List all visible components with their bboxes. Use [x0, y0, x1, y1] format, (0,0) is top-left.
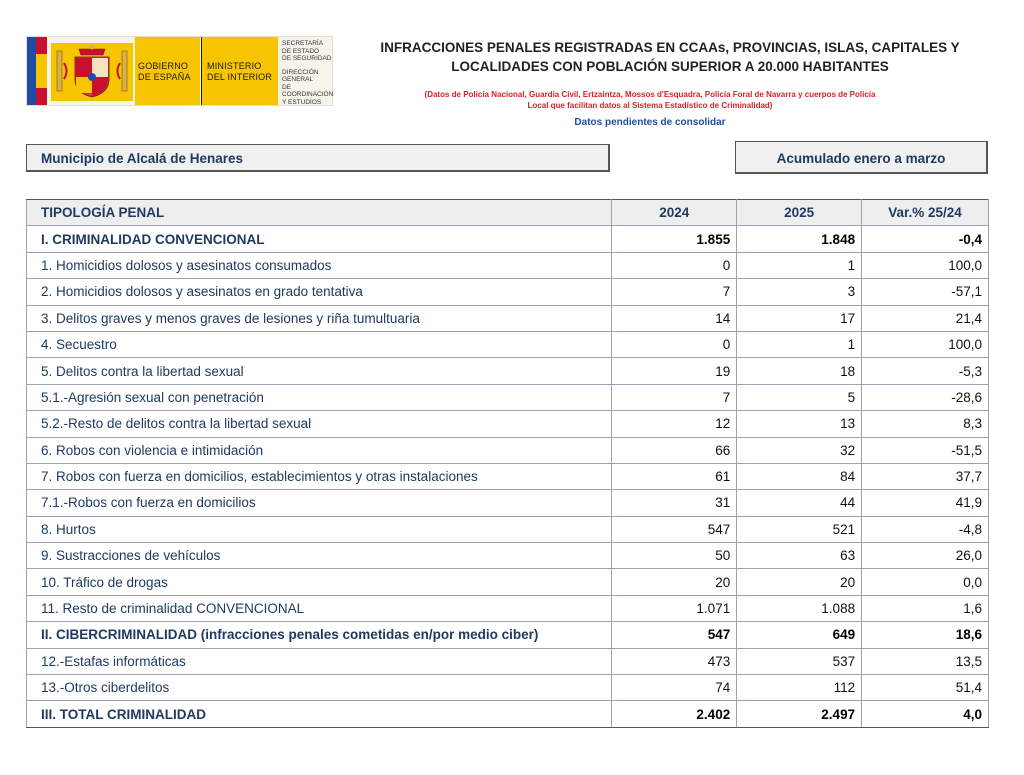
variation-value: 18,6 — [862, 622, 989, 648]
table-row — [27, 358, 989, 384]
value-2024: 1.855 — [612, 226, 737, 252]
table-body — [27, 226, 989, 727]
municipality-label: Municipio de Alcalá de Henares — [26, 144, 610, 172]
table-row — [27, 516, 989, 542]
row-label: 5.1.-Agresión sexual con penetración — [27, 384, 612, 410]
sources-line-2: Local que facilitan datos al Sistema Estadístico de Criminalidad) — [527, 101, 773, 110]
value-2025: 2.497 — [737, 701, 862, 727]
value-2025: 63 — [737, 543, 862, 569]
row-label: 2. Homicidios dolosos y asesinatos en grado tentativa — [27, 279, 612, 305]
value-2025: 32 — [737, 437, 862, 463]
value-2024: 20 — [612, 569, 737, 595]
variation-value: -5,3 — [862, 358, 989, 384]
variation-value: 100,0 — [862, 331, 989, 357]
table-row — [27, 411, 989, 437]
table-row — [27, 384, 989, 410]
secretaria-label: SECRETARÍA DE ESTADO DE SEGURIDAD DIRECCIÓN GENERAL DE COORDINACIÓN Y ESTUDIOS — [278, 37, 332, 105]
value-2025: 5 — [737, 384, 862, 410]
row-label: 12.-Estafas informáticas — [27, 648, 612, 674]
variation-value: -57,1 — [862, 279, 989, 305]
variation-value: -51,5 — [862, 437, 989, 463]
value-2025: 649 — [737, 622, 862, 648]
header-tipologia: TIPOLOGÍA PENAL — [27, 200, 612, 226]
table-row — [27, 252, 989, 278]
value-2025: 20 — [737, 569, 862, 595]
report-title — [360, 38, 980, 76]
variation-value: -28,6 — [862, 384, 989, 410]
row-label: 8. Hurtos — [27, 516, 612, 542]
table-row — [27, 463, 989, 489]
variation-value: 4,0 — [862, 701, 989, 727]
row-label: 7.1.-Robos con fuerza en domicilios — [27, 490, 612, 516]
variation-value: 100,0 — [862, 252, 989, 278]
table-row — [27, 648, 989, 674]
row-label: I. CRIMINALIDAD CONVENCIONAL — [27, 226, 612, 252]
value-2025: 13 — [737, 411, 862, 437]
table-row — [27, 331, 989, 357]
variation-value: 1,6 — [862, 595, 989, 621]
value-2024: 50 — [612, 543, 737, 569]
value-2025: 1.088 — [737, 595, 862, 621]
value-2025: 44 — [737, 490, 862, 516]
header-2025: 2025 — [737, 200, 862, 226]
value-2024: 7 — [612, 384, 737, 410]
value-2024: 473 — [612, 648, 737, 674]
row-label: 9. Sustracciones de vehículos — [27, 543, 612, 569]
row-label: 10. Tráfico de drogas — [27, 569, 612, 595]
row-label: 7. Robos con fuerza en domicilios, establecimientos y otras instalaciones — [27, 463, 612, 489]
table-row — [27, 622, 989, 648]
value-2024: 2.402 — [612, 701, 737, 727]
row-label: 5. Delitos contra la libertad sexual — [27, 358, 612, 384]
row-label: 6. Robos con violencia e intimidación — [27, 437, 612, 463]
variation-value: -0,4 — [862, 226, 989, 252]
variation-value: 41,9 — [862, 490, 989, 516]
value-2025: 1.848 — [737, 226, 862, 252]
value-2025: 17 — [737, 305, 862, 331]
value-2025: 112 — [737, 675, 862, 701]
row-label: 13.-Otros ciberdelitos — [27, 675, 612, 701]
row-label: 11. Resto de criminalidad CONVENCIONAL — [27, 595, 612, 621]
value-2024: 12 — [612, 411, 737, 437]
variation-value: 13,5 — [862, 648, 989, 674]
value-2024: 74 — [612, 675, 737, 701]
pending-consolidation-note: Datos pendientes de consolidar — [574, 117, 726, 128]
row-label: 4. Secuestro — [27, 331, 612, 357]
table-header-row — [27, 200, 989, 226]
variation-value: 21,4 — [862, 305, 989, 331]
eu-spain-flag-icon — [27, 37, 47, 105]
value-2024: 547 — [612, 516, 737, 542]
table-row — [27, 595, 989, 621]
value-2024: 0 — [612, 331, 737, 357]
value-2025: 3 — [737, 279, 862, 305]
value-2024: 14 — [612, 305, 737, 331]
row-label: 1. Homicidios dolosos y asesinatos consumados — [27, 252, 612, 278]
title-line-2: LOCALIDADES CON POBLACIÓN SUPERIOR A 20.000 HABITANTES — [451, 59, 889, 74]
table-row — [27, 490, 989, 516]
value-2024: 61 — [612, 463, 737, 489]
value-2024: 19 — [612, 358, 737, 384]
row-label: II. CIBERCRIMINALIDAD (infracciones penales cometidas en/por medio ciber) — [27, 622, 612, 648]
title-line-1: INFRACCIONES PENALES REGISTRADAS EN CCAAs, PROVINCIAS, ISLAS, CAPITALES Y — [380, 40, 960, 55]
value-2024: 547 — [612, 622, 737, 648]
table-row — [27, 675, 989, 701]
table-row — [27, 226, 989, 252]
row-label: 3. Delitos graves y menos graves de lesiones y riña tumultuaria — [27, 305, 612, 331]
coat-of-arms-icon — [51, 43, 133, 101]
value-2025: 1 — [737, 331, 862, 357]
table-row — [27, 437, 989, 463]
variation-value: -4,8 — [862, 516, 989, 542]
variation-value: 26,0 — [862, 543, 989, 569]
value-2025: 84 — [737, 463, 862, 489]
variation-value: 51,4 — [862, 675, 989, 701]
variation-value: 0,0 — [862, 569, 989, 595]
value-2024: 31 — [612, 490, 737, 516]
row-label: 5.2.-Resto de delitos contra la libertad sexual — [27, 411, 612, 437]
period-label: Acumulado enero a marzo — [735, 141, 988, 174]
variation-value: 37,7 — [862, 463, 989, 489]
table-row — [27, 701, 989, 727]
value-2025: 537 — [737, 648, 862, 674]
row-label: III. TOTAL CRIMINALIDAD — [27, 701, 612, 727]
header-2024: 2024 — [612, 200, 737, 226]
header-variation: Var.% 25/24 — [862, 200, 989, 226]
value-2024: 7 — [612, 279, 737, 305]
sources-line-1: (Datos de Policía Nacional, Guardia Civil, Ertzaintza, Mossos d'Esquadra, Policía Foral de Navarra y cuerpos de Policía — [424, 90, 876, 99]
table-row — [27, 543, 989, 569]
ministerio-interior-label: MINISTERIO DEL INTERIOR — [201, 37, 278, 105]
table-row — [27, 569, 989, 595]
government-logo — [26, 36, 333, 106]
crime-statistics-table — [26, 199, 989, 728]
table-row — [27, 279, 989, 305]
value-2025: 18 — [737, 358, 862, 384]
value-2024: 1.071 — [612, 595, 737, 621]
value-2025: 1 — [737, 252, 862, 278]
value-2024: 0 — [612, 252, 737, 278]
variation-value: 8,3 — [862, 411, 989, 437]
data-sources-note — [400, 89, 900, 111]
value-2024: 66 — [612, 437, 737, 463]
table-row — [27, 305, 989, 331]
value-2025: 521 — [737, 516, 862, 542]
gobierno-de-espana-label: GOBIERNO DE ESPAÑA — [135, 37, 200, 105]
